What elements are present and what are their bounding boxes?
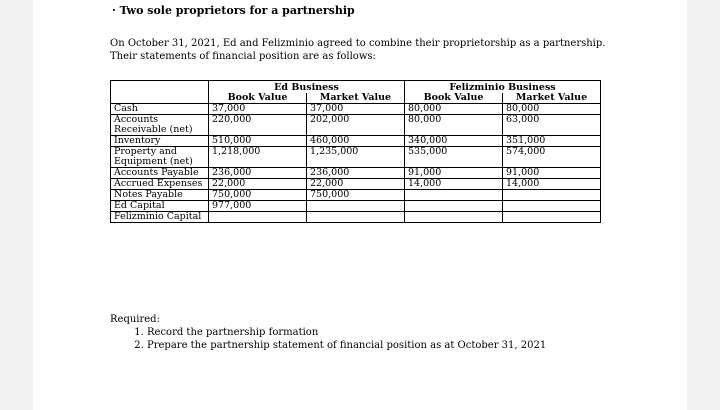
table-cell: 63,000	[503, 115, 601, 136]
row-label: Felizminio Capital	[111, 212, 209, 223]
list-item: 1. Record the partnership formation	[147, 326, 546, 339]
table-cell: 91,000	[503, 168, 601, 179]
blank-header-cell	[111, 81, 209, 94]
table-cell: 977,000	[209, 201, 307, 212]
felizminio-market-value-header: Market Value	[503, 93, 601, 104]
table-row	[111, 212, 601, 223]
table-cell: 14,000	[405, 179, 503, 190]
table-cell: 37,000	[307, 104, 405, 115]
table-row	[111, 201, 601, 212]
table-row	[111, 147, 601, 168]
table-cell: 236,000	[307, 168, 405, 179]
ed-book-value-header: Book Value	[209, 93, 307, 104]
table-cell: 236,000	[209, 168, 307, 179]
table-row	[111, 115, 601, 136]
blank-subheader-cell	[111, 93, 209, 104]
table-cell: 1,218,000	[209, 147, 307, 168]
table-cell: 750,000	[307, 190, 405, 201]
table-cell: 340,000	[405, 136, 503, 147]
table-cell: 22,000	[307, 179, 405, 190]
required-section	[110, 313, 546, 352]
intro-paragraph	[110, 37, 630, 63]
table-cell	[503, 212, 601, 223]
intro-line-2: Their statements of financial position are as follows:	[110, 51, 376, 62]
table-cell: 351,000	[503, 136, 601, 147]
table-row	[111, 190, 601, 201]
subheader-row	[111, 93, 601, 104]
row-label: Accrued Expenses	[111, 179, 209, 190]
table-cell: 1,235,000	[307, 147, 405, 168]
table-cell: 37,000	[209, 104, 307, 115]
felizminio-business-header: Felizminio Business	[405, 81, 601, 94]
row-label: Notes Payable	[111, 190, 209, 201]
table-cell	[405, 190, 503, 201]
required-list	[110, 326, 546, 352]
table-cell	[209, 212, 307, 223]
table-cell: 510,000	[209, 136, 307, 147]
row-label: Ed Capital	[111, 201, 209, 212]
table-cell: 460,000	[307, 136, 405, 147]
felizminio-book-value-header: Book Value	[405, 93, 503, 104]
table-cell	[307, 212, 405, 223]
row-label: Accounts Receivable (net)	[111, 115, 209, 136]
table-cell: 91,000	[405, 168, 503, 179]
table-cell: 80,000	[405, 104, 503, 115]
table-cell	[503, 190, 601, 201]
row-label: Inventory	[111, 136, 209, 147]
row-label: Accounts Payable	[111, 168, 209, 179]
intro-line-1: On October 31, 2021, Ed and Felizminio agreed to combine their proprietorship as a partnership.	[110, 38, 606, 49]
table-cell: 535,000	[405, 147, 503, 168]
table-cell	[405, 201, 503, 212]
ed-market-value-header: Market Value	[307, 93, 405, 104]
table-row	[111, 136, 601, 147]
financial-position-table	[110, 80, 601, 223]
required-title: Required:	[110, 314, 160, 325]
ed-business-header: Ed Business	[209, 81, 405, 94]
table-cell: 750,000	[209, 190, 307, 201]
table-row	[111, 179, 601, 190]
table-row	[111, 168, 601, 179]
table-cell	[307, 201, 405, 212]
list-item: 2. Prepare the partnership statement of financial position as at October 31, 2021	[147, 339, 546, 352]
table-cell: 14,000	[503, 179, 601, 190]
table-cell: 220,000	[209, 115, 307, 136]
table-cell: 574,000	[503, 147, 601, 168]
table-cell: 22,000	[209, 179, 307, 190]
row-label: Property and Equipment (net)	[111, 147, 209, 168]
table-cell	[405, 212, 503, 223]
problem-heading: · Two sole proprietors for a partnership	[112, 4, 355, 17]
table-row	[111, 104, 601, 115]
table-cell	[503, 201, 601, 212]
row-label: Cash	[111, 104, 209, 115]
table-cell: 80,000	[405, 115, 503, 136]
table-cell: 202,000	[307, 115, 405, 136]
table-cell: 80,000	[503, 104, 601, 115]
